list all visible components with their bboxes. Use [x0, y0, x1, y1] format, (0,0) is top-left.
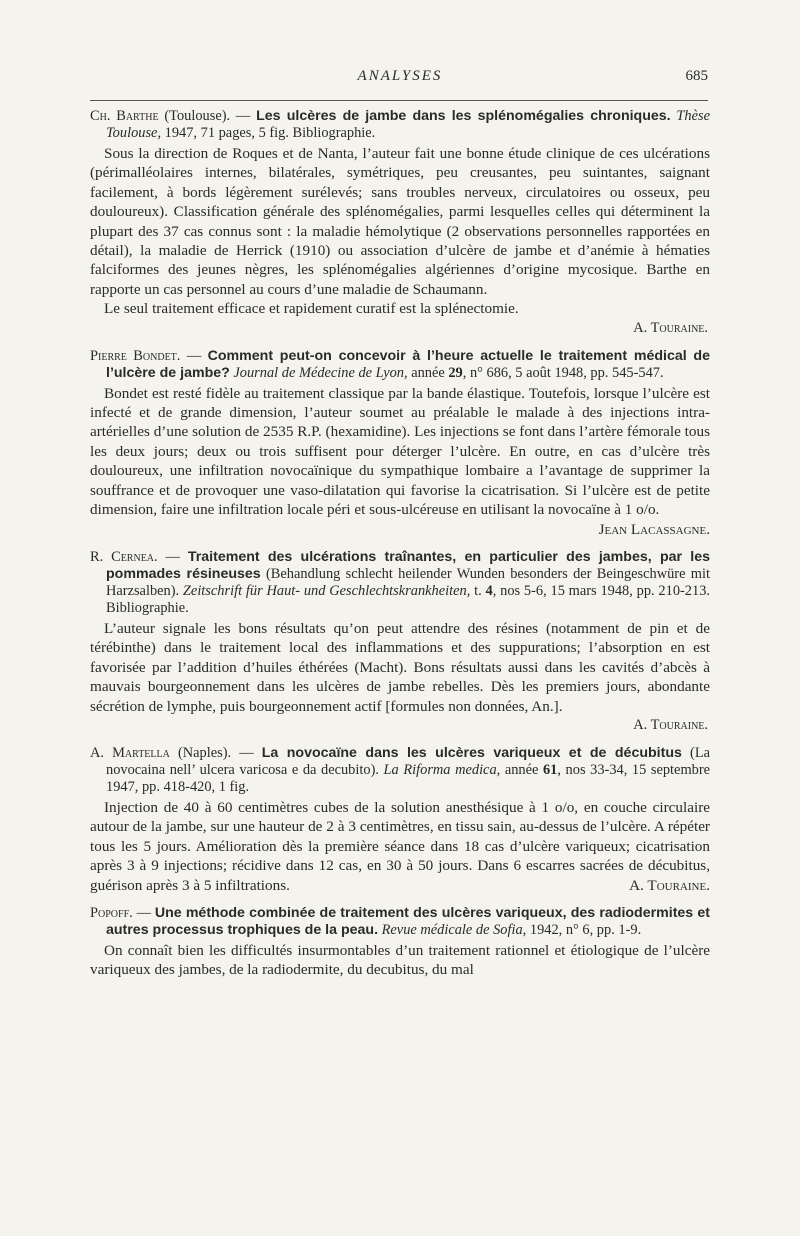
review-details: année	[500, 761, 543, 778]
review-body	[90, 144, 710, 319]
review-details: , n° 686, 5 août 1948, pp. 545-547.	[462, 364, 664, 381]
review-list	[90, 108, 710, 990]
review-subtitle: (Behandlung schlecht heilender Wunden besonders der Beingeschwüre mit Harzsalben).	[106, 565, 710, 599]
review-heading	[90, 108, 710, 142]
review-title: La novocaïne dans les ulcères variqueux et de décubitus	[261, 744, 682, 761]
review-barthe	[90, 108, 710, 338]
review-paragraph: Sous la direction de Roques et de Nanta, l’auteur fait une bonne étude clinique de ces ulcérations (périmalléolaires internes, bilatérales, symétriques, peu creusantes, peu suintantes, saignant facilement, à bords légèrement surélevés; sans troubles nerveux, circulatoires ou osseux, peu douloureux). Classification générale des splénomégalies, parmi lesquelles celles qui déterminent la plupart des 37 cas connus sont : la maladie hémolytique (2 observations personnelles rapportées en détail), la maladie de Herrick (1910) ou association d’ulcère de jambe et d’anémie à hématies falciformes des jeunes nègres, les splénomégalies algériennes d’origine mycosique. Barthe en rapporte un cas personnel au cours d’une maladie de Schaumann.	[90, 145, 710, 298]
running-header	[90, 68, 710, 94]
review-title: Comment peut-on concevoir à l’heure actuelle le traitement médical de l’ulcère de jambe?	[106, 347, 710, 381]
review-martella	[90, 745, 710, 895]
review-body	[90, 798, 710, 895]
header-rule	[90, 100, 708, 101]
review-author: R. Cernea	[90, 548, 155, 565]
review-place: . —	[154, 548, 188, 565]
review-place: (Naples). —	[169, 744, 262, 761]
review-paragraph: Bondet est resté fidèle au traitement classique par la bande élastique. Toutefois, lorsque l’ulcère est infecté et de grande dimension, l’auteur soumet au préalable le malade à des injections intra-artérielles d’une solution de 2535 R.P. (hexamidine). Les injections se font dans l’artère fémorale tous les deux jours; deux ou trois suffisent pour déterger l’ulcère. En outre, en cas d’ulcère très douloureux, une infiltration novocaïnique du sympathique lombaire a l’avantage de supprimer la souffrance et de provoquer une vaso-dilatation qui favorise la cicatrisation. Si l’ulcère est de petite dimension, faire une infiltration locale péri et sous-ulcéreuse en utilisant la novocaïne à 1 o/o.	[90, 384, 710, 519]
review-heading	[90, 745, 710, 796]
section-title: ANALYSES	[357, 68, 443, 84]
review-source: Zeitschrift für Haut- und Geschlechtskrankheiten,	[182, 582, 471, 599]
review-volume: 4	[485, 582, 493, 599]
review-source: Thèse Toulouse,	[106, 108, 710, 141]
review-author: Popoff	[90, 904, 130, 921]
review-place: . —	[129, 904, 155, 921]
review-signature: Jean Lacassagne.	[598, 520, 710, 538]
review-author: Ch. Barthe	[90, 108, 159, 124]
review-signature: A. Touraine.	[629, 876, 710, 894]
review-details: 1942, n° 6, pp. 1-9.	[526, 921, 642, 938]
review-paragraph: On connaît bien les difficultés insurmontables d’un traitement rationnel et étiologique de l’ulcère variqueux des jambes, de la radiodermite, du decubitus, du mal	[90, 941, 710, 979]
review-author: Pierre Bondet	[90, 347, 177, 364]
review-heading	[90, 549, 710, 617]
review-place: . —	[176, 347, 208, 364]
review-paragraph: Le seul traitement efficace et rapidement curatif est la splénectomie.	[104, 300, 519, 318]
review-details: t.	[470, 582, 486, 599]
review-volume: 61	[542, 761, 558, 778]
review-author: A. Martella	[90, 744, 170, 761]
review-body	[90, 384, 710, 538]
review-source: Revue médicale de Sofia,	[381, 921, 527, 938]
review-body	[90, 619, 710, 716]
review-title: Une méthode combinée de traitement des ulcères variqueux, des radiodermites et autres processus trophiques de la peau.	[106, 904, 711, 938]
review-details: , nos 5-6, 15 mars 1948, pp. 210-213. Bibliographie.	[106, 582, 710, 616]
page-number: 685	[685, 68, 708, 84]
review-bondet	[90, 348, 710, 539]
review-place: (Toulouse). —	[158, 108, 257, 124]
review-title: Traitement des ulcérations traînantes, en particulier des jambes, par les pommades résineuses	[106, 548, 710, 582]
review-subtitle: (La novocaina nell’ ulcera varicosa e da decubito).	[106, 744, 710, 778]
review-popoff	[90, 905, 710, 980]
review-body	[90, 941, 710, 980]
review-signature: A. Touraine.	[633, 319, 708, 336]
review-details: , nos 33-34, 15 septembre 1947, pp. 418-420, 1 fig.	[106, 761, 711, 795]
review-details: 1947, 71 pages, 5 fig. Bibliographie.	[161, 125, 376, 141]
review-title: Les ulcères de jambe dans les splénomégalies chroniques.	[256, 108, 671, 124]
review-source: La Riforma medica,	[383, 761, 501, 778]
review-details: année	[407, 364, 449, 381]
review-source: Journal de Médecine de Lyon,	[233, 364, 408, 381]
review-heading	[90, 348, 710, 382]
review-volume: 29	[448, 364, 463, 381]
review-paragraph: Injection de 40 à 60 centimètres cubes de la solution anesthésique à 1 o/o, en couche circulaire autour de la jambe, sur une hauteur de 2 à 3 centimètres, en tissu sain, au-dessus de l’ulcère. A répéter tous les 5 jours. Amélioration dès la première séance dans 18 cas d’ulcère variqueux; cicatrisation après 3 à 9 injections; récidive dans 12 cas, en 30 à 50 jours. Dans 6 escarres sacrées de décubitus, guérison après 3 à 5 infiltrations.	[90, 798, 710, 894]
review-cernea	[90, 549, 710, 735]
review-signature: A. Touraine.	[633, 716, 708, 733]
review-paragraph: L’auteur signale les bons résultats qu’on peut attendre des résines (notamment de pin et de térébinthe) dans le traitement local des inflammations et des suppurations; l’absorption en est favorisée par l’addition d’huiles éthérées (Macht). Bons résultats aussi dans les cavités d’abcès à mauvais bourgeonnement dans les ulcères de jambe rebelles. Dès les premiers jours, abondante sécrétion de lymphe, puis bourgeonnement actif [formules non données, An.].	[90, 619, 710, 715]
review-heading	[90, 905, 710, 939]
